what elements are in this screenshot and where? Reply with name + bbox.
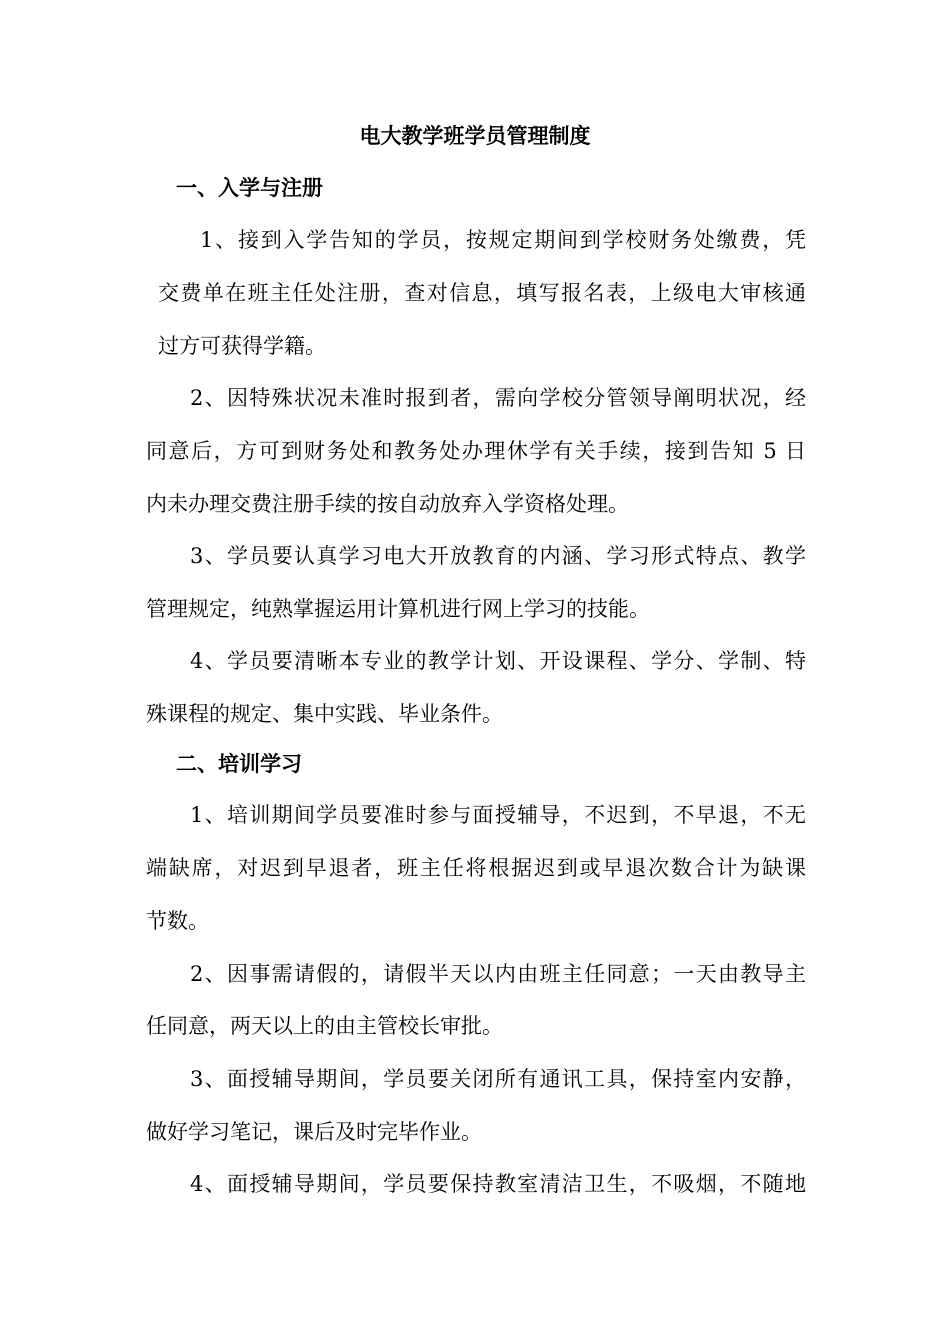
paragraph-line: 节数。 (146, 909, 209, 933)
section-heading: 一、入学与注册 (176, 176, 323, 200)
document-title: 电大教学班学员管理制度 (359, 124, 591, 148)
paragraph-line: 端缺席，对迟到早退者，班主任将根据迟到或早退次数合计为缺课 (146, 856, 806, 880)
paragraph-line: 2、因特殊状况未准时报到者，需向学校分管领导阐明状况，经 (190, 386, 806, 410)
paragraph-line: 2、因事需请假的，请假半天以内由班主任同意；一天由教导主 (190, 962, 806, 986)
paragraph-line: 3、面授辅导期间，学员要关闭所有通讯工具，保持室内安静， (190, 1067, 806, 1091)
paragraph-line: 做好学习笔记，课后及时完毕作业。 (146, 1120, 482, 1144)
paragraph-line: 3、学员要认真学习电大开放教育的内涵、学习形式特点、教学 (190, 544, 806, 568)
paragraph-line: 同意后，方可到财务处和教务处办理休学有关手续，接到告知 5 日 (146, 439, 806, 463)
paragraph-line: 交费单在班主任处注册，查对信息，填写报名表，上级电大审核通 (158, 281, 806, 305)
paragraph-line: 4、面授辅导期间，学员要保持教室清洁卫生，不吸烟，不随地 (190, 1172, 806, 1196)
paragraph-line: 4、学员要清晰本专业的教学计划、开设课程、学分、学制、特 (190, 649, 806, 673)
paragraph-line: 过方可获得学籍。 (158, 334, 326, 358)
paragraph-line: 管理规定，纯熟掌握运用计算机进行网上学习的技能。 (146, 597, 650, 621)
paragraph-line: 殊课程的规定、集中实践、毕业条件。 (146, 702, 503, 726)
paragraph-line: 1、接到入学告知的学员，按规定期间到学校财务处缴费，凭 (200, 228, 806, 252)
paragraph-line: 1、培训期间学员要准时参与面授辅导，不迟到，不早退，不无 (190, 803, 806, 827)
paragraph-line: 内未办理交费注册手续的按自动放弃入学资格处理。 (146, 492, 629, 516)
paragraph-line: 任同意，两天以上的由主管校长审批。 (146, 1014, 503, 1038)
section-heading: 二、培训学习 (176, 752, 302, 776)
